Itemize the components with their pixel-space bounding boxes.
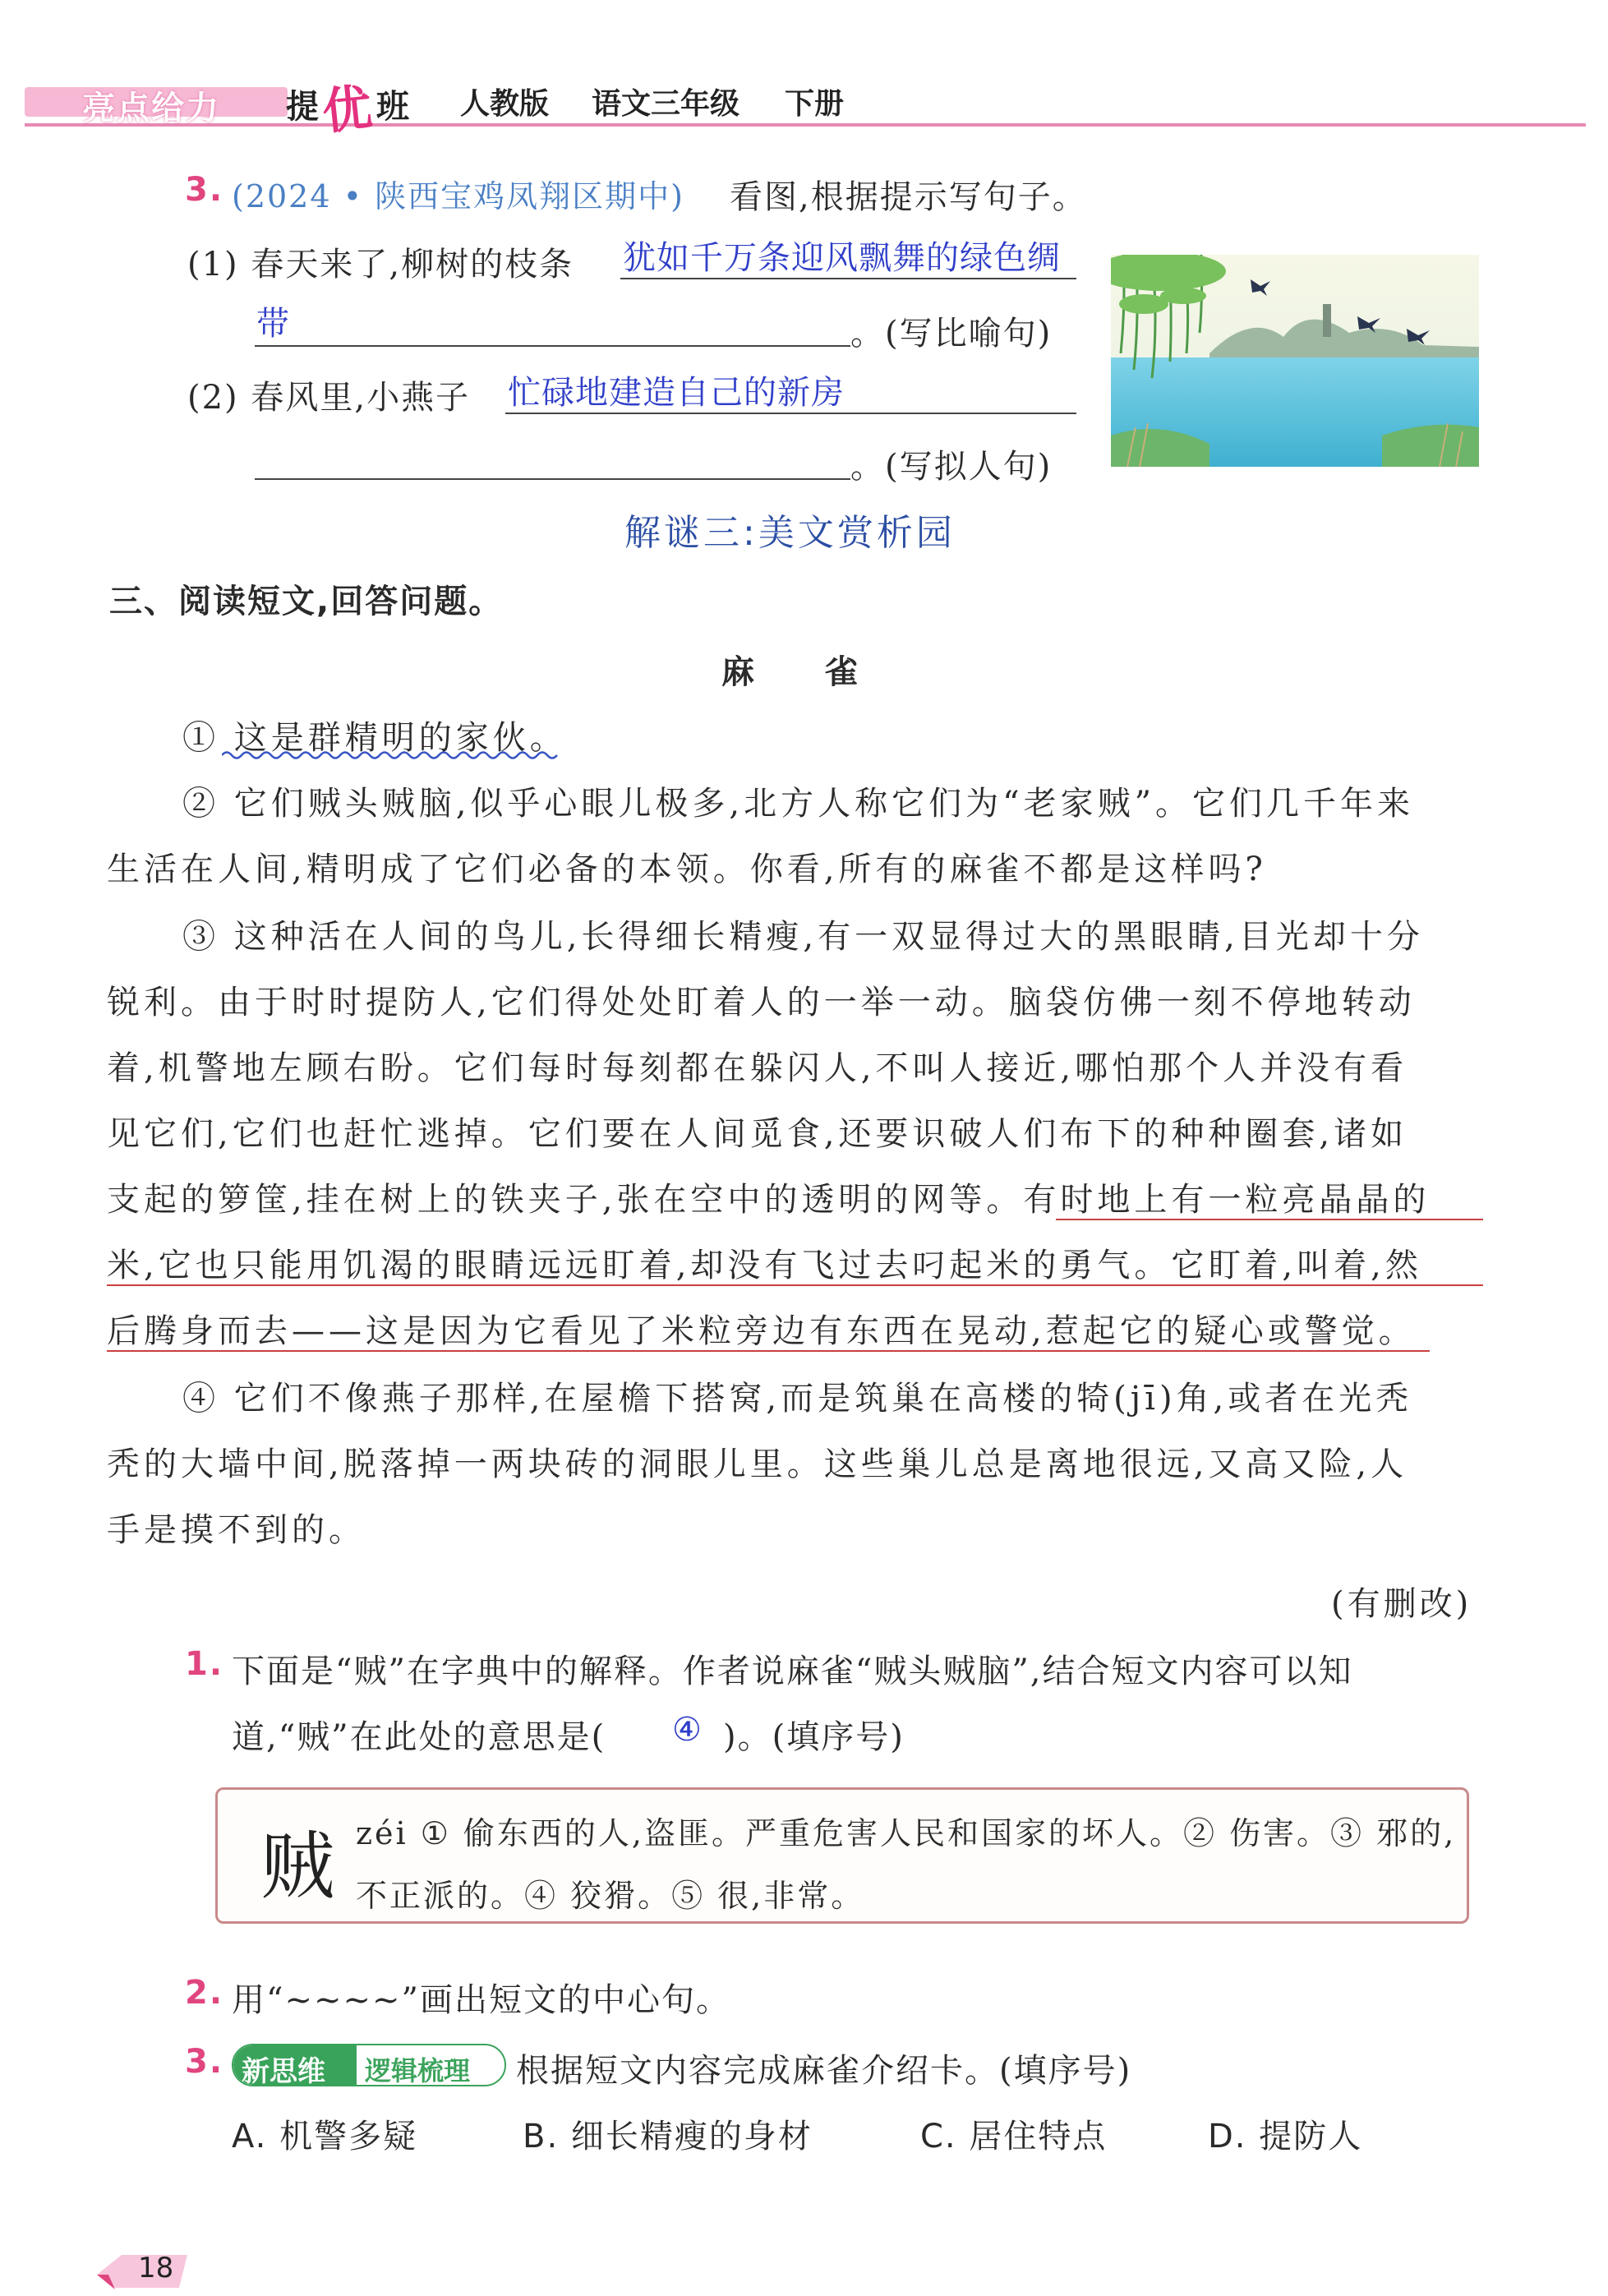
option-c: C. 居住特点 bbox=[920, 2118, 1108, 2155]
q3-top-number: 3. bbox=[185, 171, 224, 209]
dictionary-box bbox=[215, 1787, 1469, 1924]
q3-item2-hint: 。(写拟人句) bbox=[850, 448, 1053, 486]
para4-line2: 秃的大墙中间,脱落掉一两块砖的洞眼儿里。这些巢儿总是离地很远,又高又险,人 bbox=[107, 1445, 1408, 1483]
page-number: 18 bbox=[138, 2252, 174, 2284]
wavy-underline bbox=[222, 749, 565, 761]
para3-line5: 支起的箩筐,挂在树上的铁夹子,张在空中的透明的网等。有时地上有一粒亮晶晶的 bbox=[107, 1181, 1431, 1219]
q3-top-prompt: 看图,根据提示写句子。 bbox=[730, 178, 1087, 216]
volume-label: 下册 bbox=[785, 87, 845, 121]
brand-text: 亮点给力 bbox=[82, 90, 220, 127]
para3-line3: 着,机警地左顾右盼。它们每时每刻都在躲闪人,不叫人接近,哪怕那个人并没有看 bbox=[107, 1049, 1408, 1087]
q1-line2-suffix: )。(填序号) bbox=[723, 1718, 905, 1756]
badge-label-b: 逻辑梳理 bbox=[365, 2055, 471, 2086]
option-a: A. 机警多疑 bbox=[232, 2118, 418, 2155]
q3-number: 3. bbox=[185, 2043, 224, 2081]
q3-text: 根据短文内容完成麻雀介绍卡。(填序号) bbox=[516, 2052, 1132, 2090]
dictionary-line1: zéi ① 偷东西的人,盗匪。严重危害人民和国家的坏人。② 伤害。③ 邪的, bbox=[356, 1815, 1457, 1851]
q1-line1: 下面是“贼”在字典中的解释。作者说麻雀“贼头贼脑”,结合短文内容可以知 bbox=[232, 1653, 1353, 1690]
q3-item2-answer[interactable]: 忙碌地建造自己的新房 bbox=[508, 374, 845, 412]
underline-mark bbox=[107, 1350, 1430, 1352]
part3-heading: 三、阅读短文,回答问题。 bbox=[109, 583, 504, 620]
underline-mark bbox=[1056, 1219, 1483, 1220]
underline-mark bbox=[107, 1284, 1483, 1286]
series-ban: 班 bbox=[376, 88, 409, 126]
series-ti: 提 bbox=[286, 88, 319, 126]
article-title: 麻 雀 bbox=[721, 653, 859, 691]
para2-line2: 生活在人间,精明成了它们必备的本领。你看,所有的麻雀不都是这样吗? bbox=[107, 851, 1267, 888]
q3-item1-hint: 。(写比喻句) bbox=[850, 315, 1053, 353]
para4-line1: ④ 它们不像燕子那样,在屋檐下搭窝,而是筑巢在高楼的犄(jī)角,或者在光秃 bbox=[182, 1380, 1413, 1418]
para4-line3: 手是摸不到的。 bbox=[107, 1511, 366, 1549]
answer-line bbox=[255, 478, 850, 480]
para2-line1: ② 它们贼头贼脑,似乎心眼儿极多,北方人称它们为“老家贼”。它们几千年来 bbox=[182, 785, 1415, 823]
para3-line1: ③ 这种活在人间的鸟儿,长得细长精瘦,有一双显得过大的黑眼睛,目光却十分 bbox=[182, 918, 1424, 956]
para3-line7: 后腾身而去——这是因为它看见了米粒旁边有东西在晃动,惹起它的疑心或警觉。 bbox=[107, 1312, 1416, 1350]
option-d: D. 提防人 bbox=[1208, 2118, 1363, 2155]
para3-line4: 见它们,它们也赶忙逃掉。它们要在人间觅食,还要识破人们布下的种种圈套,诸如 bbox=[107, 1115, 1408, 1153]
badge-label-a: 新思维 bbox=[242, 2055, 325, 2086]
new-thinking-badge bbox=[232, 2044, 506, 2086]
header-divider bbox=[25, 123, 1586, 127]
spring-lake-illustration bbox=[1111, 255, 1479, 467]
q3-item1-prefix: (1) 春天来了,柳树的枝条 bbox=[187, 246, 574, 284]
q2-text: 用“~~~~”画出短文的中心句。 bbox=[232, 1981, 730, 2019]
para3-line6: 米,它也只能用饥渴的眼睛远远盯着,却没有飞过去叼起米的勇气。它盯着,叫着,然 bbox=[107, 1247, 1422, 1284]
edition-label: 人教版 bbox=[460, 87, 550, 121]
answer-line bbox=[505, 413, 1076, 414]
q3-item2-prefix: (2) 春风里,小燕子 bbox=[187, 379, 471, 417]
para3-line2: 锐利。由于时时提防人,它们得处处盯着人的一举一动。脑袋仿佛一刻不停地转动 bbox=[107, 984, 1416, 1021]
q3-item1-answer-line1[interactable]: 犹如千万条迎风飘舞的绿色绸 bbox=[623, 239, 1061, 277]
q1-number: 1. bbox=[185, 1645, 224, 1683]
q1-answer[interactable]: ④ bbox=[672, 1711, 703, 1749]
subject-label: 语文三年级 bbox=[592, 87, 740, 121]
dictionary-line2: 不正派的。④ 狡猾。⑤ 很,非常。 bbox=[356, 1878, 865, 1914]
option-b: B. 细长精瘦的身材 bbox=[523, 2118, 813, 2155]
edit-note: (有删改) bbox=[1331, 1585, 1472, 1623]
para1: ① 这是群精明的家伙。 bbox=[182, 719, 567, 757]
section-title: 解谜三:美文赏析园 bbox=[624, 512, 956, 554]
q1-line2-prefix: 道,“贼”在此处的意思是( bbox=[232, 1718, 606, 1756]
answer-line bbox=[255, 345, 850, 347]
q3-item1-answer-line2[interactable]: 带 bbox=[256, 305, 290, 343]
q2-number: 2. bbox=[185, 1974, 224, 2012]
q3-top-source: (2024 • 陕西宝鸡凤翔区期中) bbox=[232, 178, 684, 214]
page-header bbox=[25, 79, 1586, 141]
answer-line bbox=[620, 278, 1076, 279]
series-you: 优 bbox=[320, 79, 376, 141]
dictionary-character: 贼 bbox=[260, 1823, 334, 1910]
